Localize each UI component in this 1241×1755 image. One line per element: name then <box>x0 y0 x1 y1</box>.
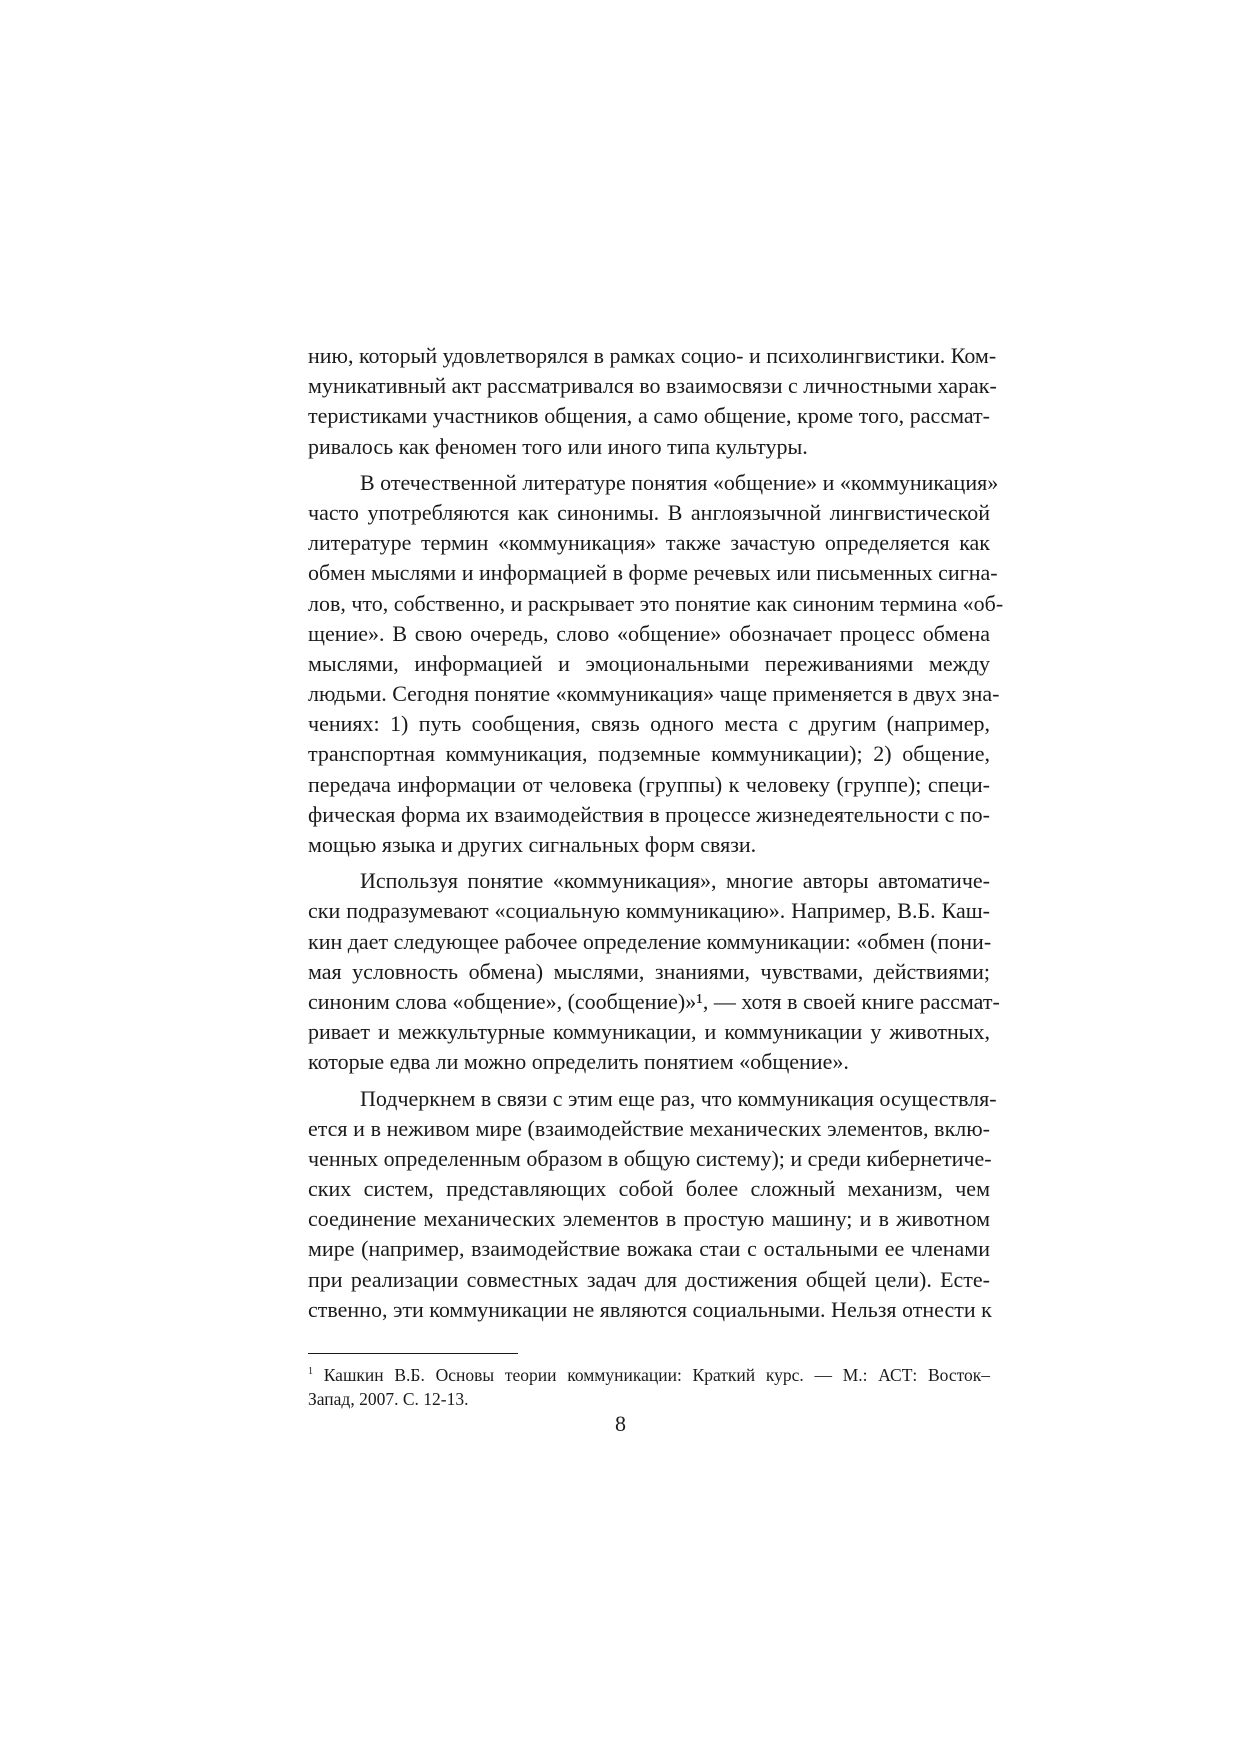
text-line: мире (например, взаимодействие вожака стаи с остальными ее членами <box>308 1236 990 1262</box>
text-line: часто употребляются как синонимы. В англоязычной лингвистической <box>308 499 990 525</box>
text-line: теристиками участников общения, а само общение, кроме того, рассмат- <box>308 403 990 429</box>
text-line: ется и в неживом мире (взаимодействие механических элементов, вклю- <box>308 1115 990 1141</box>
text-line: которые едва ли можно определить понятием «общение». <box>308 1049 849 1075</box>
text-line-with-footnote-ref: синоним слова «общение», (сообщение)»¹, — хотя в своей книге рассмат- <box>308 988 1000 1014</box>
text-line: фическая форма их взаимодействия в процессе жизнедеятельности с по- <box>308 801 990 827</box>
text-line: Используя понятие «коммуникация», многие авторы автоматиче- <box>360 868 990 894</box>
text-line: ски подразумевают «социальную коммуникацию». Например, В.Б. Каш- <box>308 898 990 924</box>
main-text <box>308 341 1004 1325</box>
text-line: ченных определенным образом в общую систему); и среди кибернетиче- <box>308 1145 992 1171</box>
footnote-separator <box>308 1353 518 1354</box>
text-line: передача информации от человека (группы) к человеку (группе); специ- <box>308 771 990 797</box>
text-line: кин дает следующее рабочее определение коммуникации: «обмен (пони- <box>308 928 992 954</box>
text-line: при реализации совместных задач для достижения общей цели). Есте- <box>308 1266 990 1292</box>
text-line: муникативный акт рассматривался во взаимосвязи с личностными харак- <box>308 373 997 399</box>
text-line: щение». В свою очередь, слово «общение» обозначает процесс обмена <box>308 620 990 646</box>
text-line: нию, который удовлетворялся в рамках социо- и психолингвистики. Ком- <box>308 343 997 368</box>
text-line: мыслями, информацией и эмоциональными переживаниями между <box>308 650 990 676</box>
paragraph <box>308 468 1004 860</box>
text-line: лов, что, собственно, и раскрывает это понятие как синоним термина «об- <box>308 590 1004 616</box>
text-line: людьми. Сегодня понятие «коммуникация» чаще применяется в двух зна- <box>308 681 1000 707</box>
paragraph <box>308 341 997 462</box>
text-line: ственно, эти коммуникации не являются социальными. Нельзя отнести к <box>308 1296 992 1322</box>
footnote <box>308 1363 990 1411</box>
text-line: ривает и межкультурные коммуникации, и коммуникации у животных, <box>308 1019 990 1045</box>
paragraph <box>308 866 1000 1077</box>
text-line: обмен мыслями и информацией в форме речевых или письменных сигна- <box>308 560 998 586</box>
text-line: мощью языка и других сигнальных форм связи. <box>308 832 757 857</box>
footnote-line <box>308 1363 990 1387</box>
text-line: ривалось как феномен того или иного типа культуры. <box>308 433 808 459</box>
text-line: соединение механических элементов в простую машину; и в животном <box>308 1206 990 1232</box>
text-line: литературе термин «коммуникация» также зачастую определяется как <box>308 530 990 556</box>
page-number: 8 <box>615 1411 626 1436</box>
footnote-line: Запад, 2007. С. 12-13. <box>308 1389 469 1409</box>
text-line: транспортная коммуникация, подземные коммуникации); 2) общение, <box>308 741 990 767</box>
footnote-marker: 1 <box>308 1366 313 1378</box>
text-line: Подчеркнем в связи с этим еще раз, что коммуникация осуществля- <box>360 1085 997 1111</box>
text-line: мая условность обмена) мыслями, знаниями, чувствами, действиями; <box>308 958 990 984</box>
text-line: В отечественной литературе понятия «общение» и «коммуникация» <box>360 469 999 495</box>
text-line: ских систем, представляющих собой более сложный механизм, чем <box>308 1176 990 1202</box>
text-line: чениях: 1) путь сообщения, связь одного места с другим (например, <box>308 711 990 737</box>
footnote-text: Кашкин В.Б. Основы теории коммуникации: Краткий курс. — М.: АСТ: Восток– <box>323 1365 991 1385</box>
paragraph <box>308 1084 997 1326</box>
